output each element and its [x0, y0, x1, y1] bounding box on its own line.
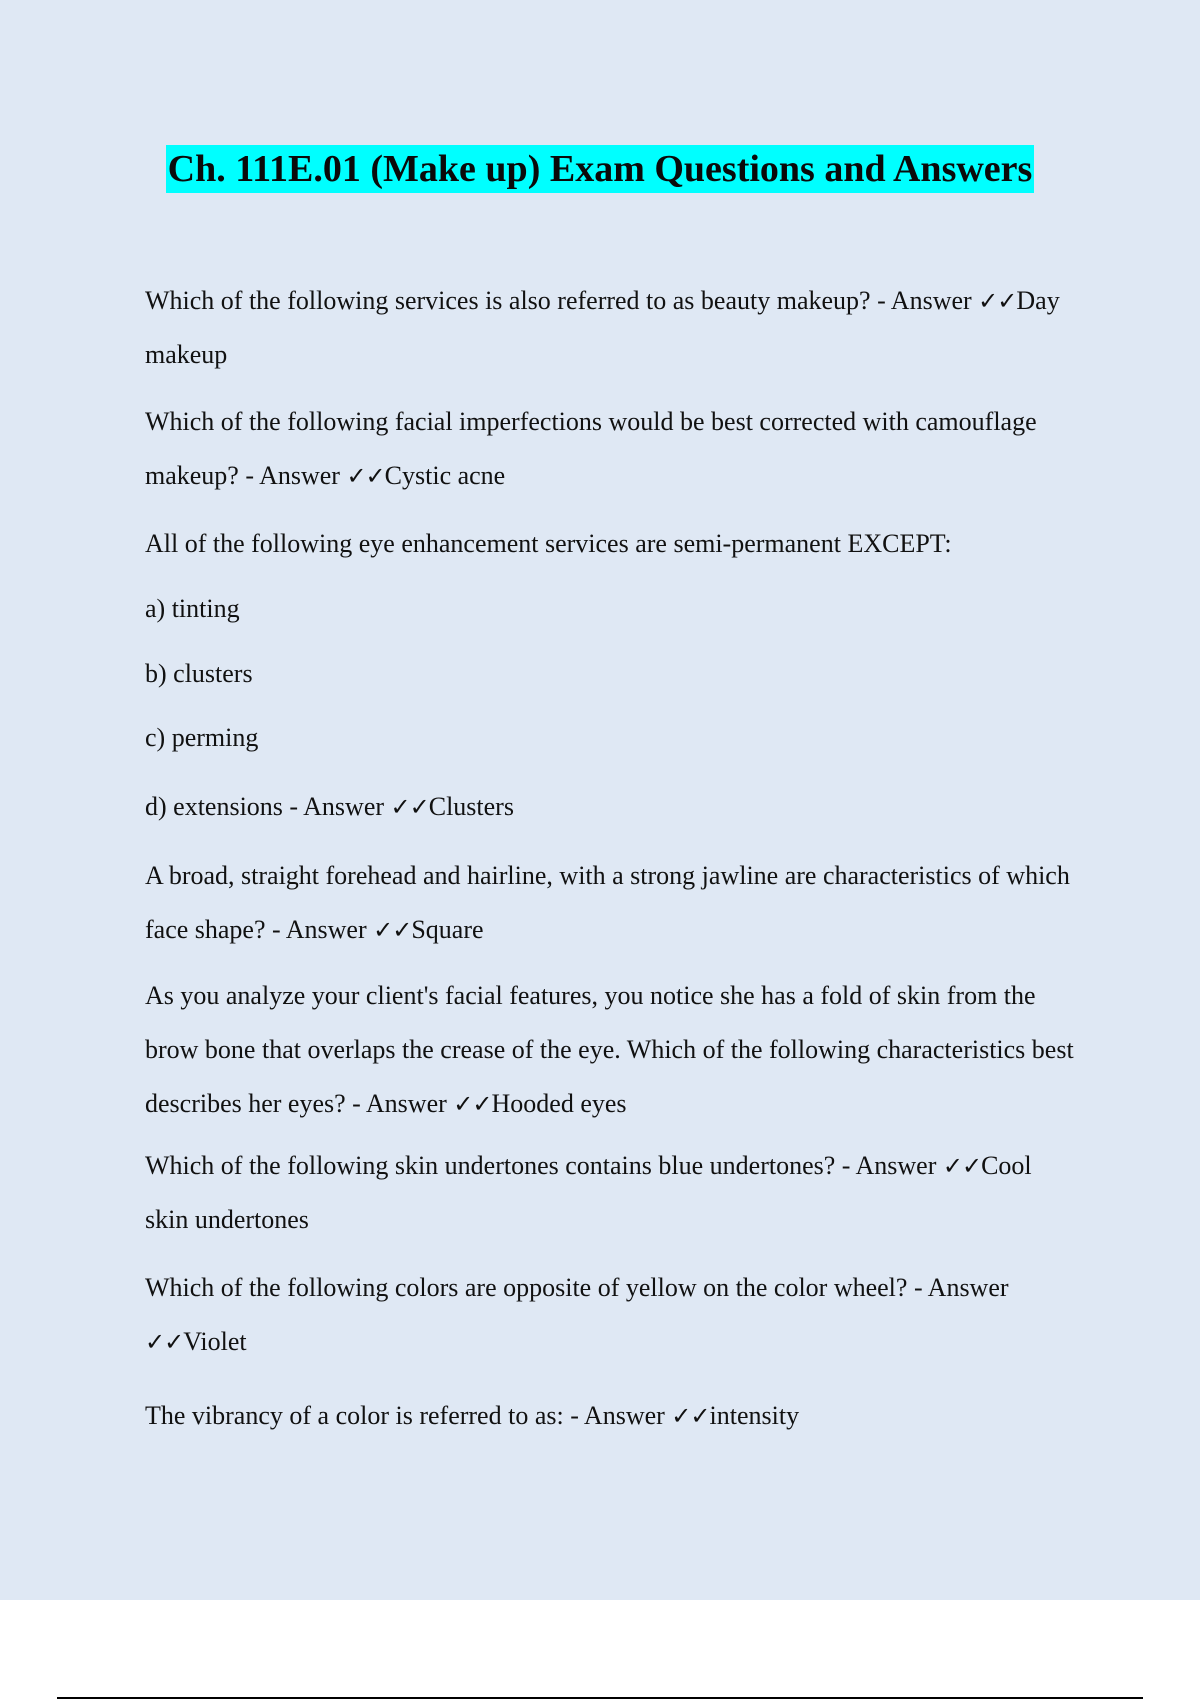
answer-text: intensity	[709, 1401, 800, 1430]
checkmark-icon: ✓✓	[942, 1152, 982, 1180]
checkmark-icon: ✓✓	[390, 793, 429, 821]
title-container	[0, 145, 1200, 193]
qa-item-7	[145, 1261, 1080, 1369]
option-text: b) clusters	[145, 659, 253, 688]
footer-divider	[57, 1697, 1143, 1699]
question-text: Which of the following skin undertones contains blue undertones? - Answer	[145, 1151, 943, 1180]
answer-text: Day makeup	[145, 286, 1060, 369]
question-text: All of the following eye enhancement services are semi-permanent EXCEPT:	[145, 529, 952, 558]
option-text: d) extensions - Answer	[145, 792, 391, 821]
question-text: Which of the following colors are opposite of yellow on the color wheel? - Answer	[145, 1273, 1009, 1302]
checkmark-icon: ✓✓	[145, 1328, 184, 1356]
answer-text: Square	[411, 915, 484, 944]
answer-text: Violet	[183, 1327, 247, 1356]
answer-text: Clusters	[428, 792, 514, 821]
question-text: The vibrancy of a color is referred to as: - Answer	[145, 1401, 672, 1430]
option-text: c) perming	[145, 723, 259, 752]
qa-item-8	[145, 1389, 1080, 1443]
answer-text: Hooded eyes	[491, 1089, 627, 1118]
answer-text: Cystic acne	[384, 461, 506, 490]
option-a	[145, 582, 1080, 636]
option-c	[145, 711, 1080, 765]
qa-item-6	[145, 1139, 1080, 1247]
question-text: A broad, straight forehead and hairline, with a strong jawline are characteristics of which face shape? - Answer	[145, 861, 1070, 944]
checkmark-icon: ✓✓	[671, 1402, 710, 1430]
checkmark-icon: ✓✓	[346, 462, 385, 490]
question-text: As you analyze your client's facial features, you notice she has a fold of skin from the brow bone that overlaps the crease of the eye. Which of the following characteristics best describes her eyes? - Answer	[145, 981, 1074, 1118]
question-text: Which of the following services is also referred to as beauty makeup? - Answer	[145, 286, 979, 315]
qa-item-5	[145, 969, 1080, 1131]
question-text: Which of the following facial imperfections would be best corrected with camouflage makeup? - Answer	[145, 407, 1037, 490]
option-b	[145, 647, 1080, 701]
checkmark-icon: ✓✓	[373, 916, 412, 944]
document-title: Ch. 111E.01 (Make up) Exam Questions and Answers	[166, 145, 1035, 193]
option-d	[145, 780, 1080, 834]
qa-item-1	[145, 274, 1080, 382]
qa-item-4	[145, 849, 1080, 957]
option-text: a) tinting	[145, 594, 240, 623]
checkmark-icon: ✓✓	[978, 287, 1017, 315]
qa-item-2	[145, 395, 1080, 503]
qa-item-3	[145, 517, 1080, 571]
checkmark-icon: ✓✓	[453, 1090, 492, 1118]
answer-text: Cool skin undertones	[145, 1151, 1032, 1234]
